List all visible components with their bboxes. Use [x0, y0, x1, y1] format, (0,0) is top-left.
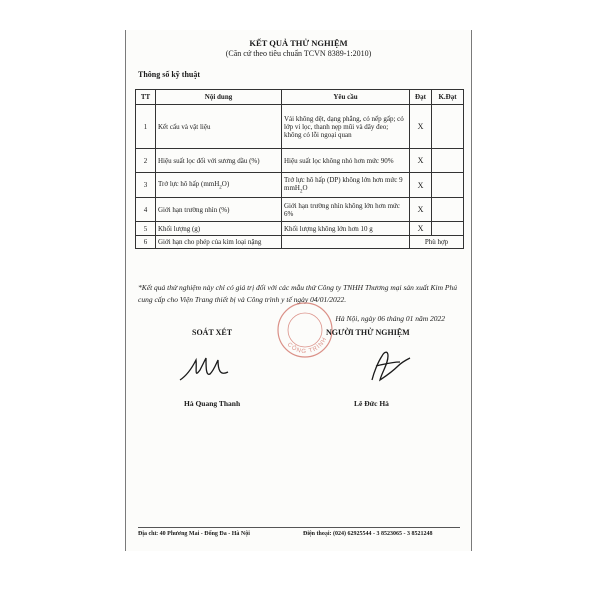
- row-fail: [432, 149, 464, 173]
- stamp-text: CÔNG TRÌNH: [285, 336, 329, 356]
- row-requirement: [282, 236, 410, 249]
- row-fail: [432, 222, 464, 236]
- row-pass: X: [410, 222, 432, 236]
- row-pass: X: [410, 149, 432, 173]
- test-note: *Kết quả thử nghiệm này chỉ có giá trị đối với các mẫu thử Công ty TNHH Thương mại sản xuất Kim Phú cung cấp cho Viện Trang thiết bị và Công trình y tế ngày 04/01/2022.: [138, 283, 458, 304]
- tester-heading: NGƯỜI THỬ NGHIỆM: [326, 328, 410, 337]
- row-requirement: [282, 173, 410, 198]
- table-row: [136, 105, 464, 149]
- reviewer-heading: SOÁT XÉT: [192, 328, 233, 337]
- table-row: [136, 149, 464, 173]
- svg-text:CÔNG TRÌNH: [286, 336, 329, 355]
- footer-phone: Điện thoại: (024) 62925544 - 3 8523065 - 3 8521248: [303, 531, 433, 537]
- row-pass: X: [410, 173, 432, 198]
- row-fail: [432, 198, 464, 222]
- document-footer: [138, 531, 460, 537]
- row-content-sub: 2: [219, 185, 222, 191]
- document-page: [125, 30, 472, 551]
- row-content: Khối lượng (g): [156, 222, 282, 236]
- row-requirement-end: O: [302, 183, 308, 192]
- table-row: [136, 173, 464, 198]
- document-subtitle: (Căn cứ theo tiêu chuẩn TCVN 8389-1:2010): [225, 49, 372, 58]
- reviewer-name: Hà Quang Thanh: [184, 399, 241, 408]
- row-content: Giới hạn trường nhìn (%): [156, 198, 282, 222]
- row-pass: X: [410, 198, 432, 222]
- date-line: Hà Nội, ngày 06 tháng 01 năm 2022: [335, 314, 445, 323]
- row-requirement-sub: 2: [299, 189, 303, 195]
- section-title: Thông số kỹ thuật: [138, 70, 201, 79]
- row-requirement: Vải không dệt, dạng phẳng, có nếp gấp; có lớp vi lọc, thanh nẹp mũi và dây đeo; không có lỗi ngoại quan: [282, 105, 410, 149]
- row-tt: 1: [136, 105, 156, 149]
- row-content-text: Trở lực hô hấp (mmH: [158, 179, 220, 188]
- row-content: [156, 173, 282, 198]
- row-fail: [432, 173, 464, 198]
- reviewer-signature: [176, 352, 236, 388]
- header-pass: Đạt: [410, 90, 432, 105]
- row-content: Kết cấu và vật liệu: [156, 105, 282, 149]
- row-requirement-text: Trở lực hô hấp (DP) không lớn hơn mức 9 mmH: [284, 175, 403, 192]
- header-fail: K.Đạt: [432, 90, 464, 105]
- row-content: Hiệu suất lọc đối với sương dầu (%): [156, 149, 282, 173]
- row-content: Giới hạn cho phép của kim loại nặng: [156, 236, 282, 249]
- document-title: KẾT QUẢ THỬ NGHIỆM: [249, 38, 348, 48]
- footer-divider: [138, 527, 460, 528]
- table-row: [136, 222, 464, 236]
- row-fail: [432, 105, 464, 149]
- header-tt: TT: [136, 90, 156, 105]
- tester-signature: [362, 346, 418, 390]
- row-requirement: Giới hạn trường nhìn không lớn hơn mức 6%: [282, 198, 410, 222]
- row-requirement: Khối lượng không lớn hơn 10 g: [282, 222, 410, 236]
- results-table: [135, 89, 464, 249]
- row-result-merged: Phù hợp: [410, 236, 464, 249]
- row-tt: 6: [136, 236, 156, 249]
- tester-name: Lê Đức Hà: [354, 399, 389, 408]
- footer-address: Địa chỉ: 40 Phương Mai - Đống Đa - Hà Nội: [138, 531, 250, 537]
- row-tt: 5: [136, 222, 156, 236]
- row-content-end: O): [221, 179, 230, 188]
- header-content: Nội dung: [156, 90, 282, 105]
- table-row: [136, 236, 464, 249]
- row-pass: X: [410, 105, 432, 149]
- row-tt: 3: [136, 173, 156, 198]
- header-requirement: Yêu cầu: [282, 90, 410, 105]
- table-row: [136, 198, 464, 222]
- table-header-row: [136, 90, 464, 105]
- row-requirement: Hiệu suất lọc không nhỏ hơn mức 90%: [282, 149, 410, 173]
- row-tt: 4: [136, 198, 156, 222]
- row-tt: 2: [136, 149, 156, 173]
